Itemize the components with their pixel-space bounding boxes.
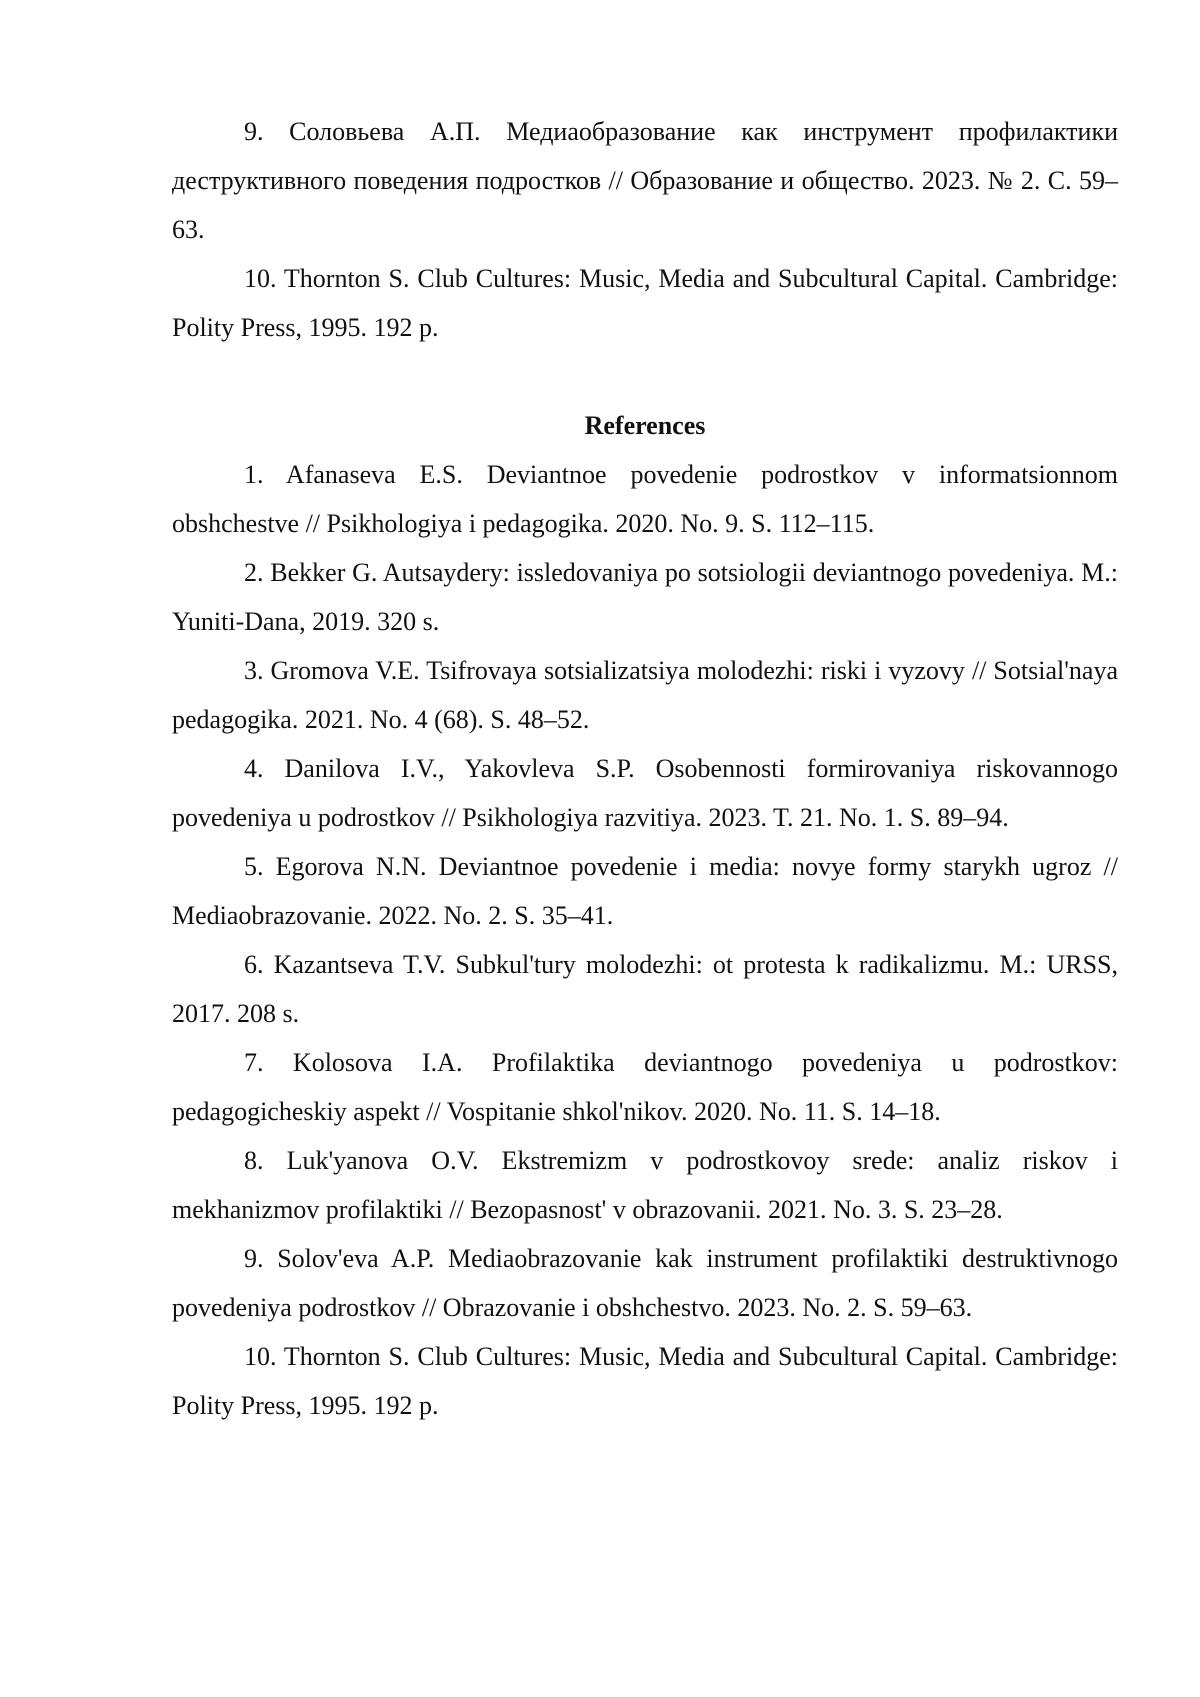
list-item: 10. Thornton S. Club Cultures: Music, Media and Subcultural Capital. Cambridge: Polity Press, 1995. 192 p.: [172, 264, 1118, 342]
list-item: 2. Bekker G. Autsaydery: issledovaniya po sotsiologii deviantnogo povedeniya. M.: Yuniti-Dana, 2019. 320 s.: [172, 558, 1118, 636]
list-item: 6. Kazantseva T.V. Subkul'tury molodezhi: ot protesta k radikalizmu. M.: URSS, 2017. 208 s.: [172, 950, 1118, 1028]
page-content: [172, 107, 1118, 1430]
list-item: 7. Kolosova I.A. Profilaktika deviantnogo povedeniya u podrostkov: pedagogicheskiy aspekt // Vospitanie shkol'nikov. 2020. No. 11. S. 14–18.: [172, 1048, 1118, 1126]
list-item: 3. Gromova V.E. Tsifrovaya sotsializatsiya molodezhi: riski i vyzovy // Sotsial'naya pedagogika. 2021. No. 4 (68). S. 48–52.: [172, 656, 1118, 734]
references-list: [172, 450, 1118, 1430]
previous-reference-list: [172, 107, 1118, 352]
list-item: 1. Afanaseva E.S. Deviantnoe povedenie podrostkov v informatsionnom obshchestve // Psikhologiya i pedagogika. 2020. No. 9. S. 112–115.: [172, 460, 1118, 538]
list-item: 5. Egorova N.N. Deviantnoe povedenie i media: novye formy starykh ugroz // Mediaobrazovanie. 2022. No. 2. S. 35–41.: [172, 852, 1118, 930]
list-item: 9. Solov'eva A.P. Mediaobrazovanie kak instrument profilaktiki destruktivnogo povedeniya podrostkov // Obrazovanie i obshchestvo. 2023. No. 2. S. 59–63.: [172, 1244, 1118, 1322]
list-item: 8. Luk'yanova O.V. Ekstremizm v podrostkovoy srede: analiz riskov i mekhanizmov profilaktiki // Bezopasnost' v obrazovanii. 2021. No. 3. S. 23–28.: [172, 1146, 1118, 1224]
list-item: 4. Danilova I.V., Yakovleva S.P. Osobennosti formirovaniya riskovannogo povedeniya u podrostkov // Psikhologiya razvitiya. 2023. T. 21. No. 1. S. 89–94.: [172, 754, 1118, 832]
references-heading: References: [584, 411, 706, 440]
list-item: 10. Thornton S. Club Cultures: Music, Media and Subcultural Capital. Cambridge: Polity Press, 1995. 192 p.: [172, 1342, 1118, 1420]
list-item: 9. Соловьева А.П. Медиаобразование как инструмент профилактики деструктивного поведения подростков // Образование и общество. 2023. № 2. С. 59–63.: [172, 117, 1118, 244]
